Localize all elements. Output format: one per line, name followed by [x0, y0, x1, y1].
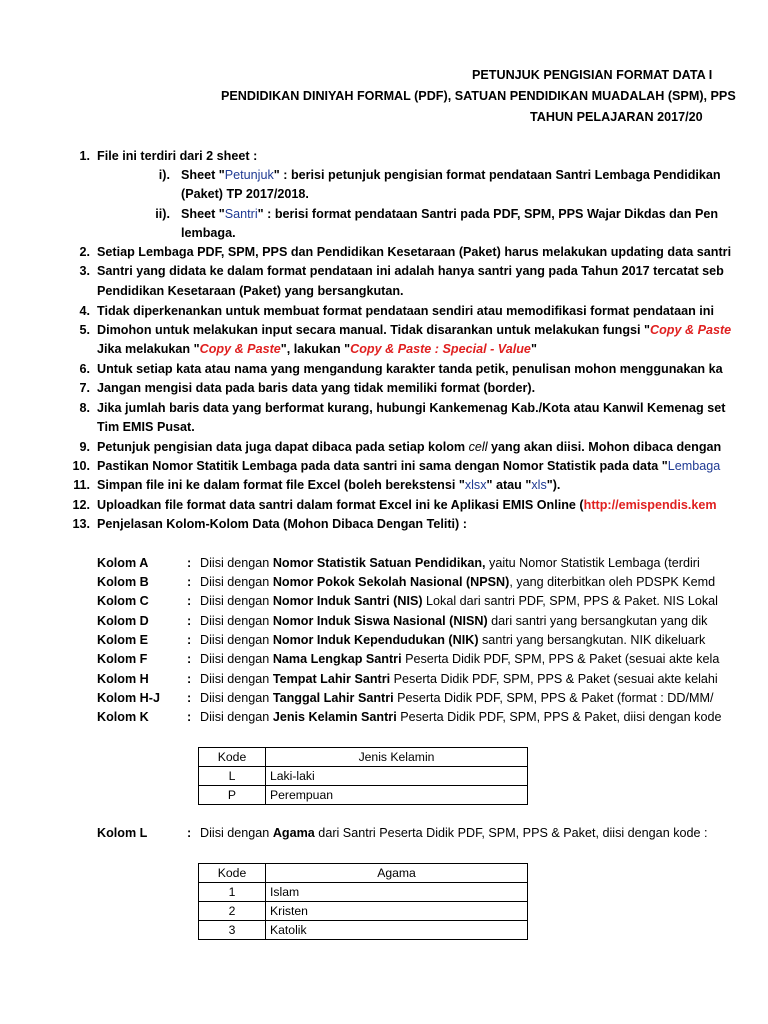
- kolom-d-label: Kolom D: [97, 614, 149, 628]
- header-line-1: PETUNJUK PENGISIAN FORMAT DATA I: [472, 68, 713, 82]
- sub-item-2-text: Sheet "Santri" : berisi format pendataan Santri pada PDF, SPM, PPS Wajar Dikdas dan Pen: [181, 207, 719, 221]
- table-cell: 2: [199, 902, 266, 921]
- item-number: 3.: [79, 264, 90, 278]
- kolom-f-label: Kolom F: [97, 652, 148, 666]
- table-cell: Kristen: [266, 902, 528, 921]
- religion-code-table: [198, 863, 528, 940]
- table-row: [199, 921, 528, 940]
- item-number: 12.: [72, 498, 90, 512]
- kolom-d-desc: Diisi dengan Nomor Induk Siswa Nasional (NISN) dari santri yang bersangkutan yang dik: [200, 614, 708, 628]
- item-number: 11.: [73, 478, 90, 492]
- item-number: 2.: [79, 245, 90, 259]
- kolom-k-desc: Diisi dengan Jenis Kelamin Santri Peserta Didik PDF, SPM, PPS & Paket, diisi dengan kode: [200, 710, 722, 724]
- kolom-hj-desc: Diisi dengan Tanggal Lahir Santri Peserta Didik PDF, SPM, PPS & Paket (format : DD/MM/: [200, 691, 714, 705]
- header-line-3: TAHUN PELAJARAN 2017/20: [530, 110, 703, 124]
- item-10-text: Pastikan Nomor Statitik Lembaga pada data santri ini sama dengan Nomor Statistik pada data "Lembaga: [97, 459, 721, 473]
- gender-code-table: [198, 747, 528, 805]
- header-line-2: PENDIDIKAN DINIYAH FORMAL (PDF), SATUAN PENDIDIKAN MUADALAH (SPM), PPS: [221, 89, 736, 103]
- kolom-colon: :: [187, 614, 192, 628]
- item-number: 6.: [79, 362, 90, 376]
- table-row: [199, 883, 528, 902]
- sub-item-number: i).: [158, 168, 170, 182]
- kolom-f-desc: Diisi dengan Nama Lengkap Santri Peserta Didik PDF, SPM, PPS & Paket (sesuai akte kela: [200, 652, 720, 666]
- table-cell: Katolik: [266, 921, 528, 940]
- table-cell: L: [199, 767, 266, 786]
- item-number: 9.: [79, 440, 90, 454]
- kolom-colon: :: [187, 691, 192, 705]
- item-9-text: Petunjuk pengisian data juga dapat dibaca pada setiap kolom cell yang akan diisi. Mohon dibaca dengan: [97, 440, 722, 454]
- table-cell: P: [199, 786, 266, 805]
- item-4-text: Tidak diperkenankan untuk membuat format pendataan sendiri atau memodifikasi format pendataan ini: [97, 304, 714, 318]
- item-6-text: Untuk setiap kata atau nama yang mengandung karakter tanda petik, penulisan mohon menggunakan ka: [97, 362, 723, 376]
- kolom-colon: :: [187, 826, 192, 840]
- table-row: [199, 902, 528, 921]
- sub-item-1-text: Sheet "Petunjuk" : berisi petunjuk pengisian format pendataan Santri Lembaga Pendidikan: [181, 168, 721, 182]
- table-header-row: [199, 864, 528, 883]
- kolom-h-desc: Diisi dengan Tempat Lahir Santri Peserta Didik PDF, SPM, PPS & Paket (sesuai akte kelahi: [200, 672, 718, 686]
- kolom-colon: :: [187, 556, 192, 570]
- sub-item-1-cont: (Paket) TP 2017/2018.: [181, 187, 309, 201]
- item-5-cont: Jika melakukan "Copy & Paste", lakukan "Copy & Paste : Special - Value": [97, 342, 537, 356]
- table-header-cell: Kode: [199, 748, 266, 767]
- item-3-cont: Pendidikan Kesetaraan (Paket) yang bersangkutan.: [97, 284, 404, 298]
- kolom-e-desc: Diisi dengan Nomor Induk Kependudukan (NIK) santri yang bersangkutan. NIK dikeluark: [200, 633, 706, 647]
- table-header-cell: Agama: [266, 864, 528, 883]
- kolom-colon: :: [187, 633, 192, 647]
- kolom-a-label: Kolom A: [97, 556, 149, 570]
- item-1-text: File ini terdiri dari 2 sheet :: [97, 149, 258, 163]
- item-8-cont: Tim EMIS Pusat.: [97, 420, 195, 434]
- kolom-a-desc: Diisi dengan Nomor Statistik Satuan Pendidikan, yaitu Nomor Statistik Lembaga (terdiri: [200, 556, 700, 570]
- item-number: 10.: [72, 459, 90, 473]
- item-3-text: Santri yang didata ke dalam format pendataan ini adalah hanya santri yang pada Tahun 2017 tercatat seb: [97, 264, 724, 278]
- item-11-text: Simpan file ini ke dalam format file Excel (boleh berekstensi "xlsx" atau "xls").: [97, 478, 561, 492]
- item-8-text: Jika jumlah baris data yang berformat kurang, hubungi Kankemenag Kab./Kota atau Kanwil Kemenag set: [97, 401, 726, 415]
- table-cell: Islam: [266, 883, 528, 902]
- kolom-colon: :: [187, 710, 192, 724]
- table-header-cell: Jenis Kelamin: [266, 748, 528, 767]
- kolom-h-label: Kolom H: [97, 672, 149, 686]
- sub-item-2-cont: lembaga.: [181, 226, 236, 240]
- kolom-b-label: Kolom B: [97, 575, 149, 589]
- item-12-text: Uploadkan file format data santri dalam format Excel ini ke Aplikasi EMIS Online (http://emispendis.kem: [97, 498, 717, 512]
- table-cell: Laki-laki: [266, 767, 528, 786]
- kolom-c-label: Kolom C: [97, 594, 149, 608]
- table-row: [199, 786, 528, 805]
- item-number: 7.: [79, 381, 90, 395]
- table-cell: 3: [199, 921, 266, 940]
- table-header-row: [199, 748, 528, 767]
- kolom-b-desc: Diisi dengan Nomor Pokok Sekolah Nasional (NPSN), yang diterbitkan oleh PDSPK Kemd: [200, 575, 716, 589]
- table-cell: Perempuan: [266, 786, 528, 805]
- item-7-text: Jangan mengisi data pada baris data yang tidak memiliki format (border).: [97, 381, 536, 395]
- kolom-colon: :: [187, 575, 192, 589]
- table-cell: 1: [199, 883, 266, 902]
- item-number: 8.: [79, 401, 90, 415]
- item-13-text: Penjelasan Kolom-Kolom Data (Mohon Dibaca Dengan Teliti) :: [97, 517, 467, 531]
- item-2-text: Setiap Lembaga PDF, SPM, PPS dan Pendidikan Kesetaraan (Paket) harus melakukan updating data santri: [97, 245, 732, 259]
- emis-link[interactable]: http://emispendis.kem: [583, 498, 717, 512]
- kolom-e-label: Kolom E: [97, 633, 149, 647]
- kolom-l-desc: Diisi dengan Agama dari Santri Peserta Didik PDF, SPM, PPS & Paket, diisi dengan kode :: [200, 826, 708, 840]
- table-header-cell: Kode: [199, 864, 266, 883]
- kolom-l-label: Kolom L: [97, 826, 148, 840]
- item-number: 13.: [72, 517, 90, 531]
- table-row: [199, 767, 528, 786]
- kolom-colon: :: [187, 672, 192, 686]
- item-5-text: Dimohon untuk melakukan input secara manual. Tidak disarankan untuk melakukan fungsi "Copy & Paste: [97, 323, 732, 337]
- sub-item-number: ii).: [155, 207, 170, 221]
- kolom-hj-label: Kolom H-J: [97, 691, 160, 705]
- kolom-k-label: Kolom K: [97, 710, 149, 724]
- item-number: 5.: [79, 323, 90, 337]
- kolom-colon: :: [187, 594, 192, 608]
- item-number: 1.: [79, 149, 90, 163]
- kolom-c-desc: Diisi dengan Nomor Induk Santri (NIS) Lokal dari santri PDF, SPM, PPS & Paket. NIS Lokal: [200, 594, 718, 608]
- kolom-colon: :: [187, 652, 192, 666]
- item-number: 4.: [79, 304, 90, 318]
